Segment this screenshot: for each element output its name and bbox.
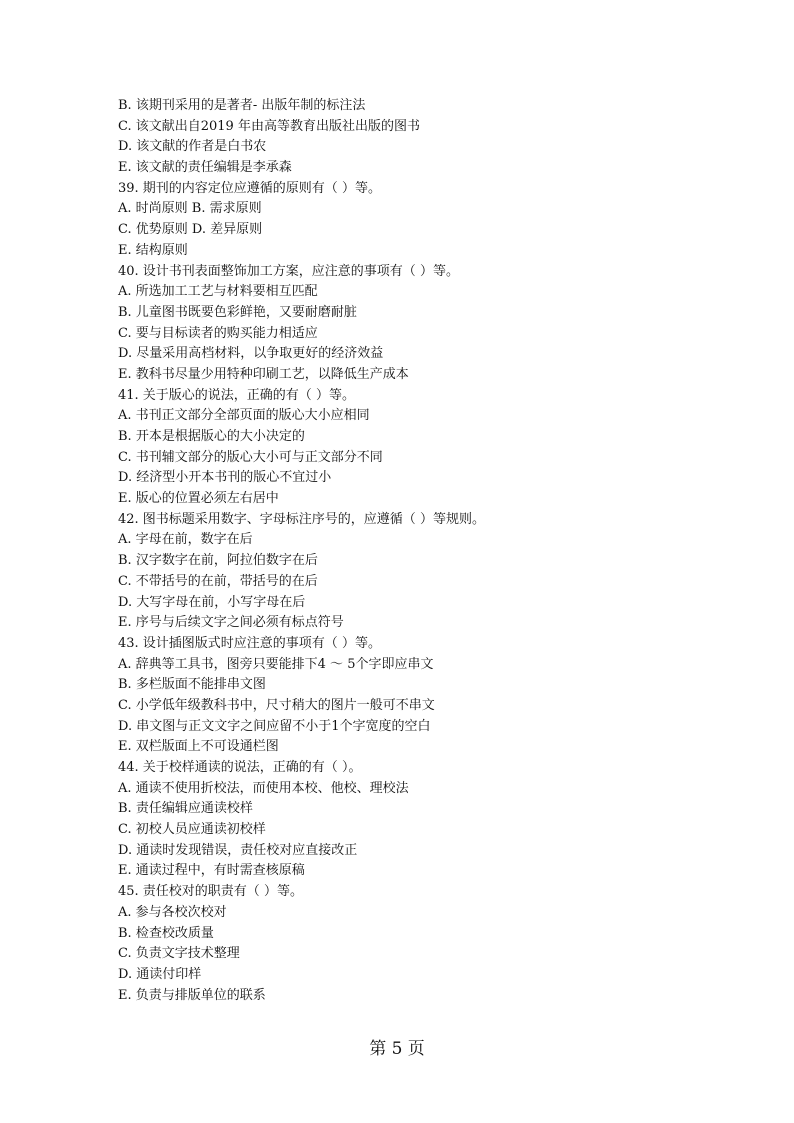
page-number: 第 5 页	[369, 1039, 425, 1059]
option-line: A. 时尚原则 B. 需求原则	[118, 201, 262, 217]
option-line: D. 经济型小开本书刊的版心不宜过小	[118, 470, 332, 486]
option-line: C. 小学低年级教科书中，尺寸稍大的图片一般可不串文	[118, 697, 435, 713]
document-body	[118, 96, 718, 1006]
question-line: 39. 期刊的内容定位应遵循的原则有（ ）等。	[118, 180, 381, 196]
option-line: A. 书刊正文部分全部页面的版心大小应相同	[118, 408, 370, 424]
option-line: A. 所选加工工艺与材料要相互匹配	[118, 284, 318, 300]
option-line: D. 大写字母在前，小写字母在后	[118, 594, 306, 610]
option-line: B. 责任编辑应通读校样	[118, 801, 253, 817]
option-line: A. 辞典等工具书，图旁只要能排下4 ～ 5个字即应串文	[118, 656, 434, 672]
option-line: D. 通读付印样	[118, 966, 202, 982]
option-line: C. 要与目标读者的购买能力相适应	[118, 325, 318, 341]
option-line: D. 串文图与正文文字之间应留不小于1个字宽度的空白	[118, 718, 431, 734]
option-line: E. 双栏版面上不可设通栏图	[118, 739, 279, 755]
option-line: C. 不带括号的在前，带括号的在后	[118, 573, 318, 589]
option-line: C. 负责文字技术整理	[118, 946, 240, 962]
question-line: 41. 关于版心的说法，正确的有（ ）等。	[118, 387, 355, 403]
question-line: 40. 设计书刊表面整饰加工方案，应注意的事项有（ ）等。	[118, 263, 459, 279]
option-line: B. 多栏版面不能排串文图	[118, 677, 266, 693]
option-line: B. 儿童图书既要色彩鲜艳，又要耐磨耐脏	[118, 304, 357, 320]
option-line: C. 初校人员应通读初校样	[118, 822, 266, 838]
option-line: C. 书刊辅文部分的版心大小可与正文部分不同	[118, 449, 383, 465]
option-line: D. 通读时发现错误，责任校对应直接改正	[118, 842, 358, 858]
option-line: B. 汉字数字在前，阿拉伯数字在后	[118, 553, 318, 569]
option-line: E. 序号与后续文字之间必须有标点符号	[118, 615, 344, 631]
option-line: A. 通读不使用折校法，而使用本校、他校、理校法	[118, 780, 409, 796]
question-line: 43. 设计插图版式时应注意的事项有（ ）等。	[118, 635, 381, 651]
option-line: B. 开本是根据版心的大小决定的	[118, 429, 305, 444]
option-line: A. 字母在前，数字在后	[118, 532, 253, 548]
option-line: D. 尽量采用高档材料，以争取更好的经济效益	[118, 346, 384, 362]
option-line: E. 教科书尽量少用特种印刷工艺，以降低生产成本	[118, 366, 409, 382]
question-line: 45. 责任校对的职责有（ ）等。	[118, 884, 303, 900]
option-line: E. 通读过程中，有时需查核原稿	[118, 863, 305, 879]
question-line: 42. 图书标题采用数字、字母标注序号的，应遵循（ ）等规则。	[118, 511, 485, 527]
option-line: E. 负责与排版单位的联系	[118, 987, 266, 1003]
option-line: C. 优势原则 D. 差异原则	[118, 222, 263, 238]
question-line: 44. 关于校样通读的说法，正确的有（ ）。	[118, 760, 362, 775]
text-line: D. 该文献的作者是白书农	[118, 139, 267, 155]
option-line: E. 结构原则	[118, 242, 188, 258]
text-line: E. 该文献的责任编辑是李承森	[118, 160, 292, 176]
option-line: E. 版心的位置必须左右居中	[118, 491, 279, 507]
text-line: C. 该文献出自2019 年由高等教育出版社出版的图书	[118, 118, 420, 134]
option-line: B. 检查校改质量	[118, 925, 214, 941]
text-line: B. 该期刊采用的是著者- 出版年制的标注法	[118, 98, 366, 113]
option-line: A. 参与各校次校对	[118, 904, 227, 920]
